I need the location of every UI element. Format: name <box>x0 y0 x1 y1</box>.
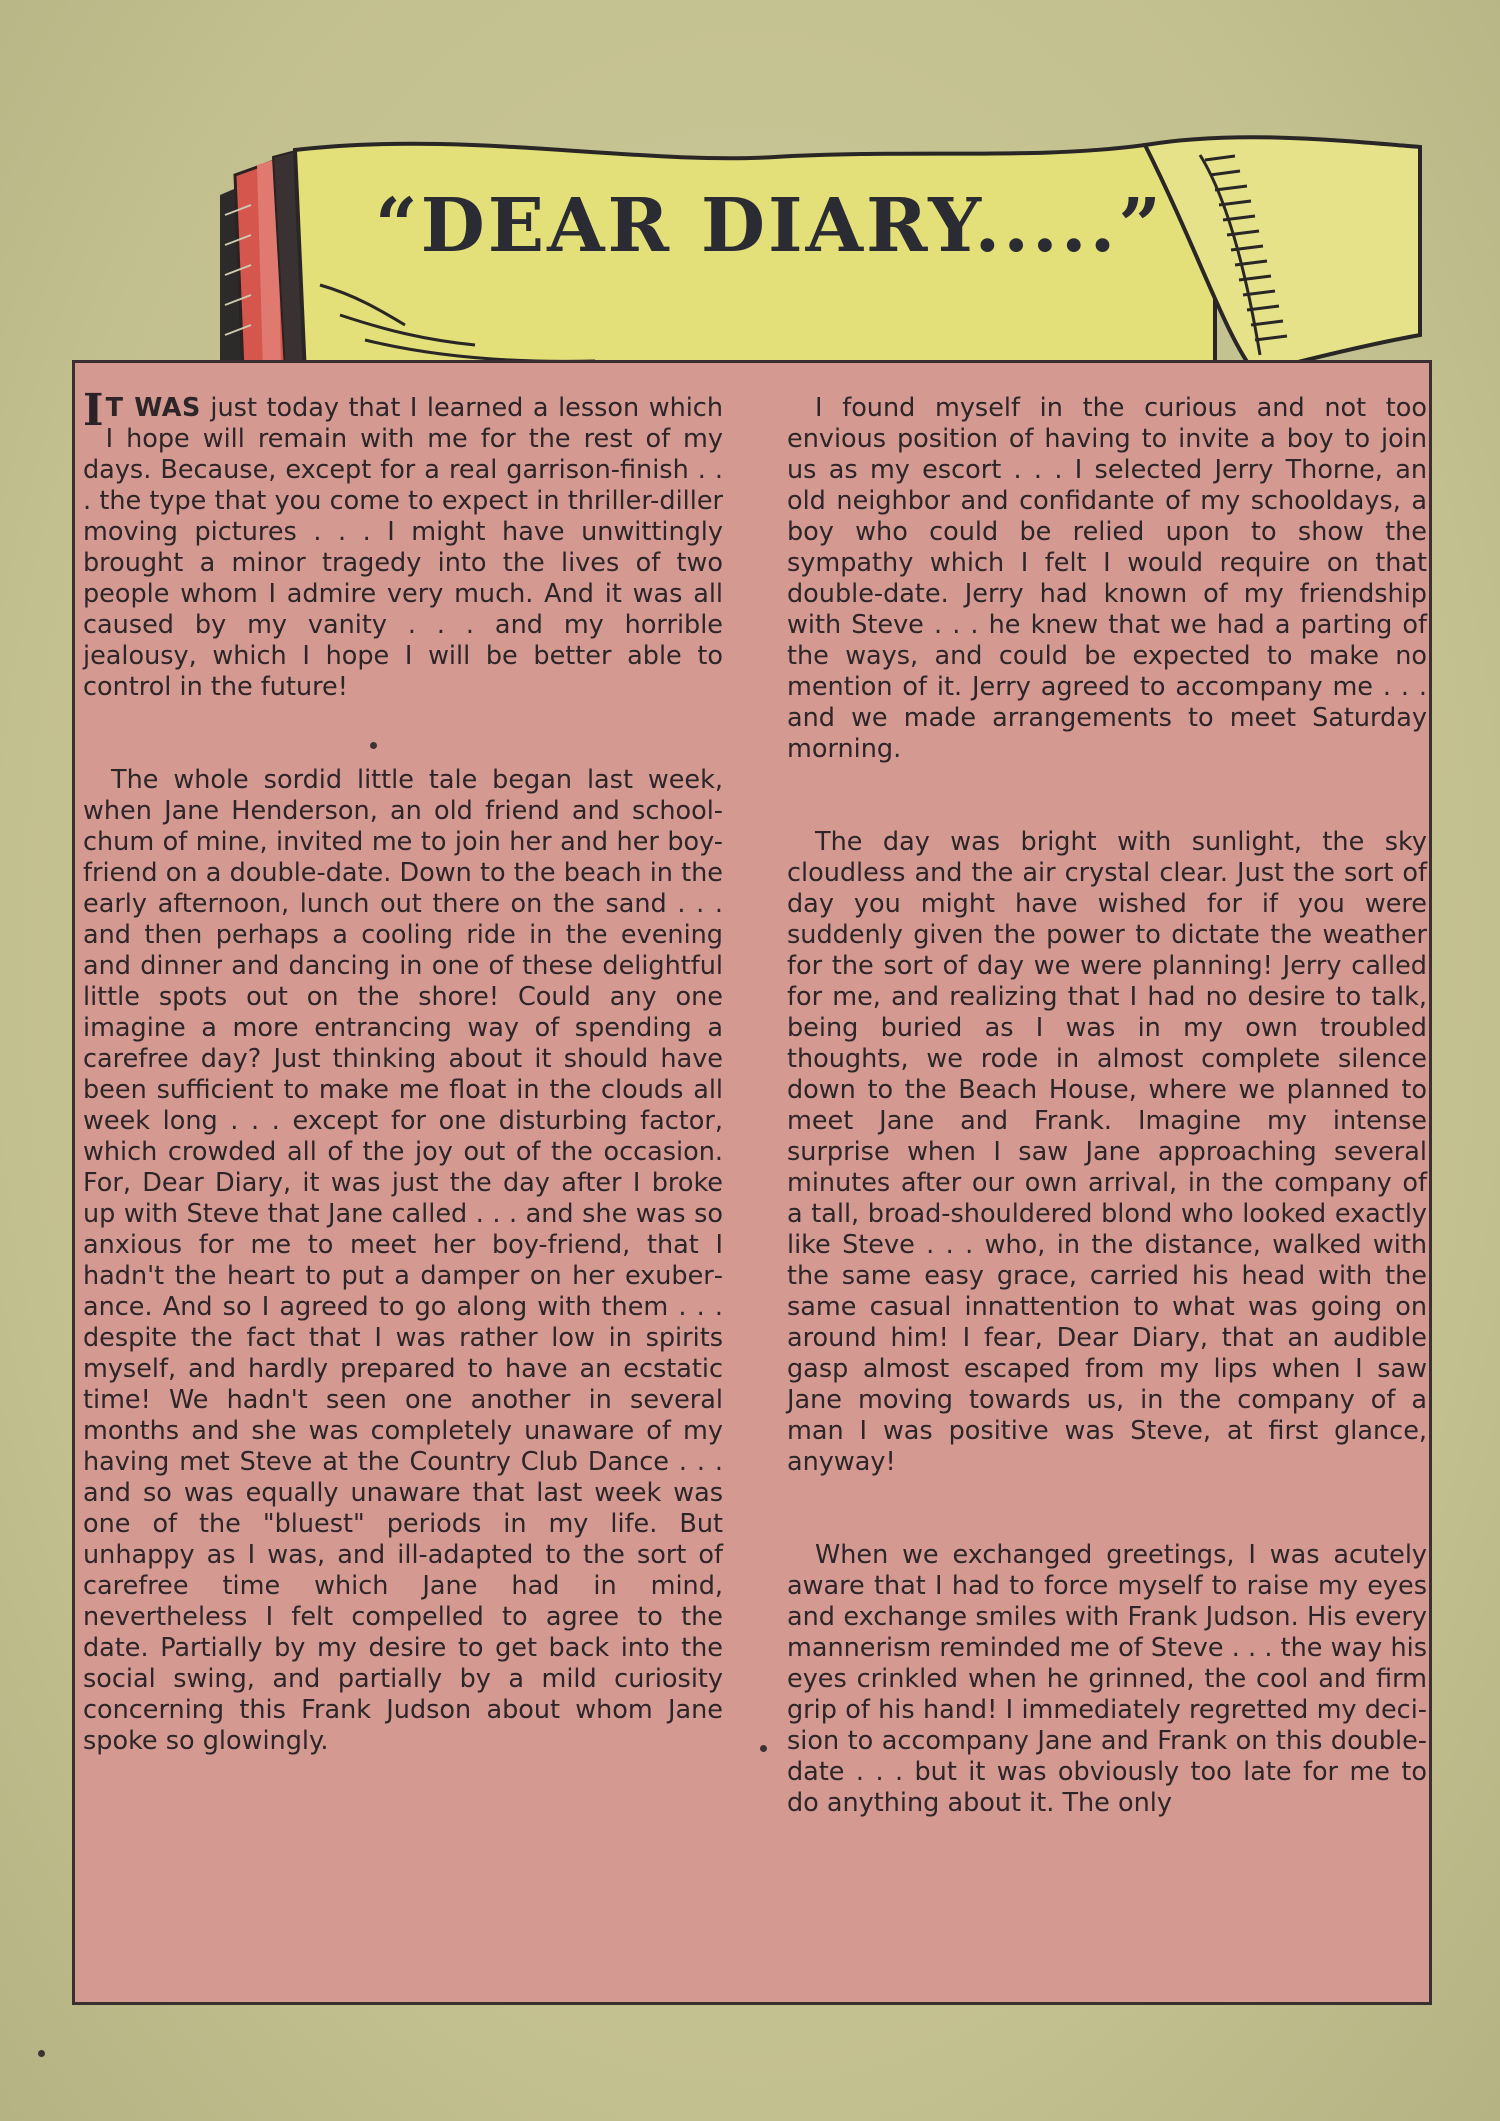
title-banner <box>215 135 1425 375</box>
story-paragraph <box>83 765 723 1757</box>
story-paragraph <box>787 827 1427 1478</box>
story-paragraph <box>787 393 1427 765</box>
drop-cap: I <box>83 385 104 436</box>
story-paragraph <box>83 385 723 703</box>
ink-speck <box>760 1745 767 1752</box>
lead-in: T WAS <box>105 393 201 423</box>
left-column <box>83 385 723 1819</box>
right-column <box>787 393 1427 1881</box>
paragraph-text: When we exchanged greetings, I was acutely aware that I had to force myself to raise my eyes and exchange smiles with Frank Judson. His every mannerism reminded me of Steve . . . the way his eyes crinkled when he grinned, the cool and firm grip of his hand! I immediately regretted my decision to accompany Jane and Frank on this double-date . . . but it was obviously too late for me to do anything about it. The only <box>787 1540 1427 1818</box>
paragraph-text: I found myself in the curious and not too envious position of having to invite a boy to join us as my escort . . . I selected Jerry Thorne, an old neighbor and confidante of my schooldays, a boy who could be relied upon to show the sympathy which I felt I would require on that double-date. Jerry had known of my friendship with Steve . . . he knew that we had a parting of the ways, and could be expected to make no mention of it. Jerry agreed to accompany me . . . and we made arrangements to meet Saturday morning. <box>787 393 1427 764</box>
paragraph-text: The day was bright with sunlight, the sky cloudless and the air crystal clear. Just the sort of day you might have wished for if you were suddenly given the power to dictate the weather for the sort of day we were planning! Jerry called for me, and realizing that I had no desire to talk, being buried as I was in my own troubled thoughts, we rode in almost complete silence down to the Beach House, where we planned to meet Jane and Frank. Imagine my intense surprise when I saw Jane approaching several minutes after our own arrival, in the company of a tall, broad-shouldered blond who looked exactly like Steve . . . who, in the distance, walked with the same easy grace, carried his head with the same casual innattention to what was going on around him! I fear, Dear Diary, that an audible gasp almost escaped from my lips when I saw Jane moving towards us, in the company of a man I was positive was Steve, at first glance, anyway! <box>787 827 1427 1477</box>
story-panel <box>72 360 1432 2005</box>
page-title: “DEAR DIARY.....” <box>375 183 1164 269</box>
paragraph-text: just today that I learned a lesson which I hope will remain with me for the rest of my days. Because, except for a real garrison-finish . . . the type that you come to expect in thriller-diller moving pictures . . . I might have unwittingly brought a minor tragedy into the lives of two people whom I admire very much. And it was all caused by my vanity . . . and my horrible jealousy, which I hope I will be better able to control in the future! <box>83 393 723 702</box>
ink-speck <box>370 742 377 749</box>
ink-speck <box>38 2050 45 2057</box>
paragraph-text: The whole sordid little tale began last week, when Jane Henderson, an old friend and school-chum of mine, invited me to join her and her boy-friend on a double-date. Down to the beach in the early afternoon, lunch out there on the sand . . . and then perhaps a cooling ride in the evening and dinner and dancing in one of these delightful little spots out on the shore! Could any one imagine a more entrancing way of spending a carefree day? Just thinking about it should have been sufficient to make me float in the clouds all week long . . . except for one disturbing factor, which crowded all of the joy out of the occasion. For, Dear Diary, it was just the day after I broke up with Steve that Jane called . . . and she was so anxious for me to meet her boy-friend, that I hadn't the heart to put a damper on her exuberance. And so I agreed to go along with them . . . despite the fact that I was rather low in spirits myself, and hardly prepared to have an ecstatic time! We hadn't seen one another in several months and she was completely unaware of my having met Steve at the Country Club Dance . . . and so was equally unaware that last week was one of the "bluest" periods in my life. But unhappy as I was, and ill-adapted to the sort of carefree time which Jane had in mind, nevertheless I felt compelled to agree to the date. Partially by my desire to get back into the social swing, and partially by a mild curiosity concerning this Frank Judson about whom Jane spoke so glowingly. <box>83 765 723 1756</box>
story-paragraph <box>787 1540 1427 1819</box>
